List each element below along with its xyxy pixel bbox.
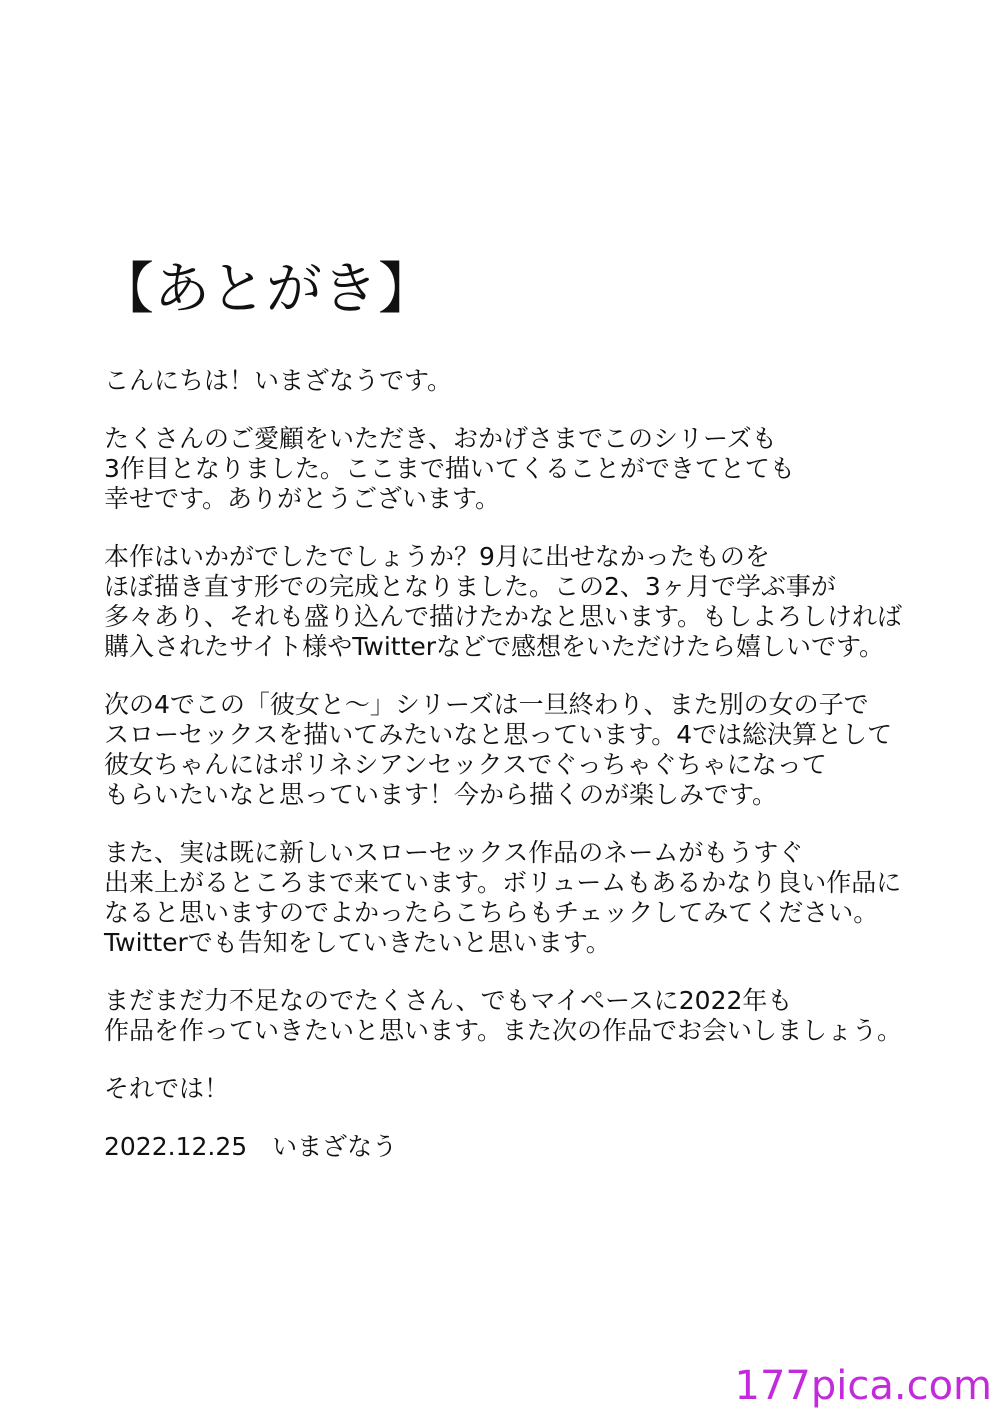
paragraph-signature (104, 1132, 964, 1162)
text-line: 出来上がるところまで来ています。ボリュームもあるかなり良い作品に (104, 868, 902, 897)
watermark: 177pica.com (734, 1363, 992, 1409)
text-line: Twitterでも告知をしていきたいと思います。 (104, 928, 611, 957)
paragraph-greeting (104, 366, 964, 396)
text-line: スローセックスを描いてみたいなと思っています。4では総決算として (104, 720, 893, 749)
text-line: 彼女ちゃんにはポリネシアンセックスでぐっちゃぐちゃになって (104, 750, 827, 779)
text-line: もらいたいなと思っています！今から描くのが楽しみです。 (104, 780, 778, 809)
text-line: 次の4でこの「彼女と～」シリーズは一旦終わり、また別の女の子で (104, 690, 869, 719)
paragraph-this-work (104, 542, 964, 662)
text-line: 購入されたサイト様やTwitterなどで感想をいただけたら嬉しいです。 (104, 632, 885, 661)
date-signature: 2022.12.25 いまざなう (104, 1132, 398, 1161)
text-line: ほぼ描き直す形での完成となりました。この2、3ヶ月で学ぶ事が (104, 572, 836, 601)
page-title: 【あとがき】 (98, 257, 434, 322)
paragraph-next-work (104, 690, 964, 810)
text-line: それでは！ (104, 1074, 230, 1103)
afterword-body (104, 366, 964, 1190)
text-line: 幸せです。ありがとうございます。 (104, 484, 501, 513)
text-line: 作品を作っていきたいと思います。また次の作品でお会いしましょう。 (104, 1016, 903, 1045)
text-line: こんにちは！いまざなうです。 (104, 366, 453, 395)
paragraph-new-project (104, 838, 964, 958)
paragraph-thanks (104, 424, 964, 514)
text-line: まだまだ力不足なのでたくさん、でもマイペースに2022年も (104, 986, 793, 1015)
text-line: たくさんのご愛顧をいただき、おかげさまでこのシリーズも (104, 424, 777, 453)
text-line: 3作目となりました。ここまで描いてくることができてとても (104, 454, 795, 483)
text-line: また、実は既に新しいスローセックス作品のネームがもうすぐ (104, 838, 804, 867)
text-line: なると思いますのでよかったらこちらもチェックしてみてください。 (104, 898, 879, 927)
text-line: 本作はいかがでしたでしょうか？9月に出せなかったものを (104, 542, 770, 571)
text-line: 多々あり、それも盛り込んで描けたかなと思います。もしよろしければ (104, 602, 903, 631)
paragraph-closing (104, 986, 964, 1046)
paragraph-farewell (104, 1074, 964, 1104)
